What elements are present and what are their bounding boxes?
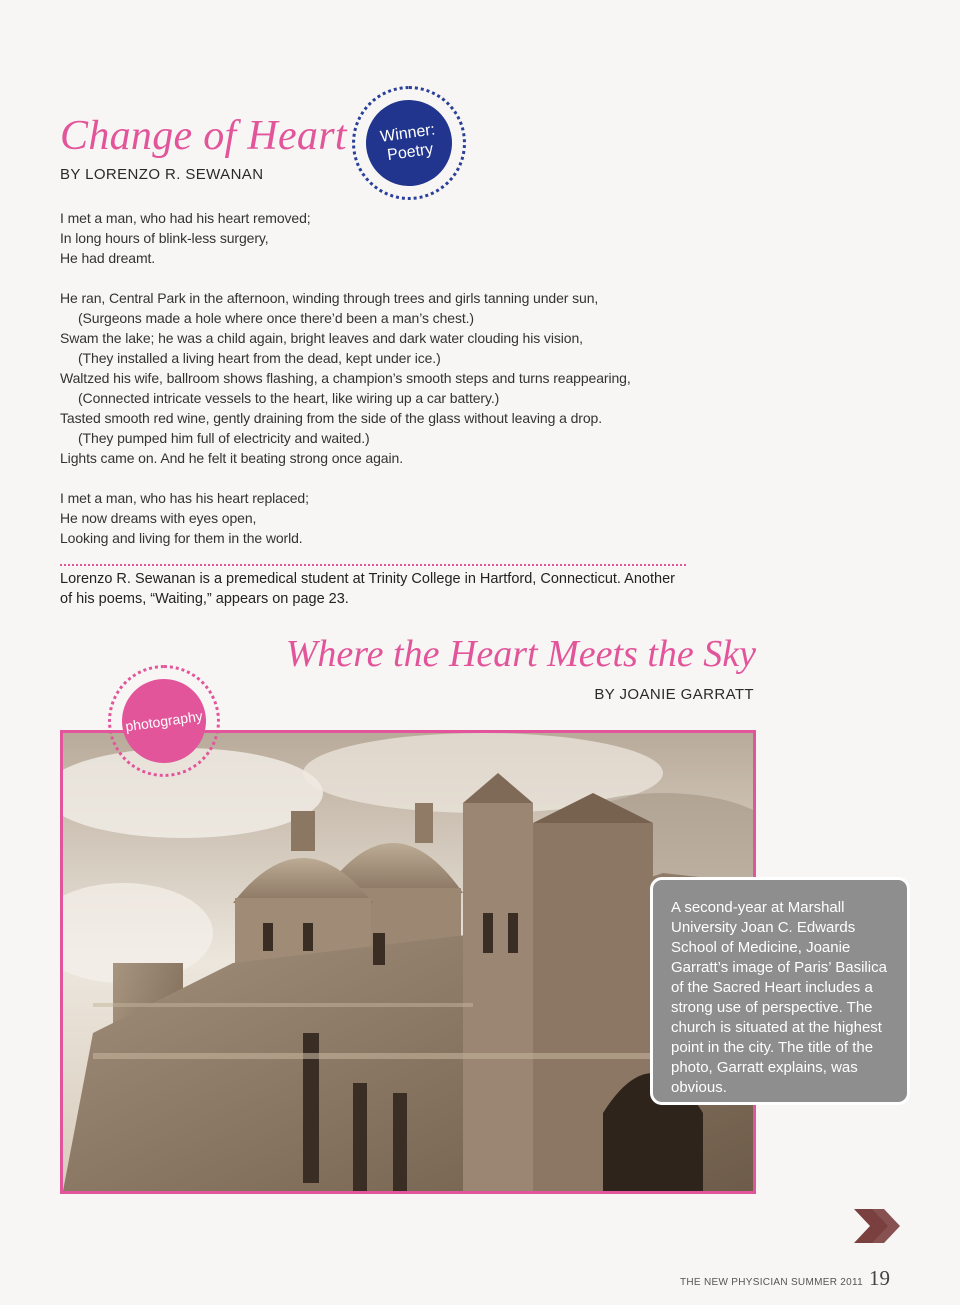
page-footer <box>600 1266 890 1291</box>
stanza-break <box>60 268 700 288</box>
publication-name: THE NEW PHYSICIAN SUMMER 2011 <box>680 1277 863 1288</box>
poem-line: I met a man, who has his heart replaced; <box>60 490 309 506</box>
poem-line: He ran, Central Park in the afternoon, winding through trees and girls tanning under sun, <box>60 290 599 306</box>
poem-title: Change of Heart <box>60 113 347 159</box>
double-chevron-right-icon[interactable] <box>852 1205 904 1247</box>
poem-line: (Connected intricate vessels to the heart, like wiring up a car battery.) <box>78 390 500 406</box>
poem-line: He had dreamt. <box>60 250 156 266</box>
page-number: 19 <box>869 1266 890 1290</box>
poem-line: Swam the lake; he was a child again, bright leaves and dark water clouding his vision, <box>60 330 583 346</box>
poem-line: Tasted smooth red wine, gently draining from the side of the glass without leaving a drop. <box>60 410 602 426</box>
author-bio: Lorenzo R. Sewanan is a premedical student at Trinity College in Hartford, Connecticut. Another of his poems, “Waiting,” appears on page 23. <box>60 571 675 607</box>
poem-line: Looking and living for them in the world. <box>60 530 303 546</box>
poem-line: (Surgeons made a hole where once there’d been a man’s chest.) <box>78 310 474 326</box>
poem-line: Waltzed his wife, ballroom shows flashing, a champion’s smooth steps and turns reappearing, <box>60 370 631 386</box>
poem-line: I met a man, who had his heart removed; <box>60 210 311 226</box>
poem-body <box>60 208 700 548</box>
stanza-break <box>60 468 700 488</box>
poem-byline: BY LORENZO R. SEWANAN <box>60 166 264 183</box>
poem-line: In long hours of blink-less surgery, <box>60 230 269 246</box>
photo-byline: BY JOANIE GARRATT <box>594 686 754 703</box>
poem-line: (They pumped him full of electricity and waited.) <box>78 430 370 446</box>
photography-badge: photography <box>117 674 212 769</box>
poem-line: He now dreams with eyes open, <box>60 510 257 526</box>
photo-caption: A second-year at Marshall University Joan C. Edwards School of Medicine, Joanie Garratt’s image of Paris’ Basilica of the Sacred Heart includes a strong use of perspective. The church is situated at the highest point in the city. The title of the photo, Garratt explains, was obvious. <box>650 877 910 1105</box>
badge-line-2: Poetry <box>386 140 435 165</box>
poem-line: Lights came on. And he felt it beating strong once again. <box>60 450 403 466</box>
photo-title: Where the Heart Meets the Sky <box>285 633 756 675</box>
badge-line-1: Winner: <box>379 121 437 146</box>
dotted-divider <box>60 564 686 566</box>
poem-line: (They installed a living heart from the dead, kept under ice.) <box>78 350 441 366</box>
